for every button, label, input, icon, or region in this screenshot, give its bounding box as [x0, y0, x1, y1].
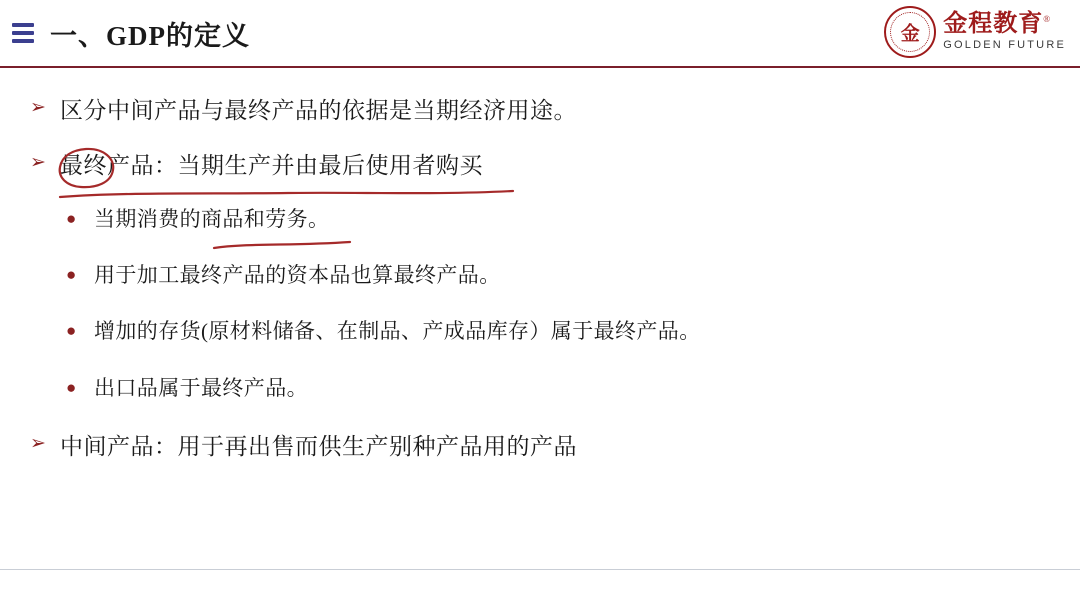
- bullet-text: 最终产品：当期生产并由最后使用者购买: [60, 153, 483, 179]
- list-item-label: 出口品属于最终产品。: [94, 375, 308, 400]
- bullet-item: [30, 430, 1040, 463]
- dot-bullet-icon: ●: [66, 377, 77, 397]
- list-item-label: 用于加工最终产品的资本品也算最终产品。: [94, 263, 501, 288]
- bullet-item: [30, 149, 1040, 182]
- bullet-item: [30, 94, 1040, 127]
- arrow-bullet-icon: ➢: [30, 433, 46, 455]
- list-item: [66, 317, 1040, 346]
- logo-cn-label: 金程教育: [943, 11, 1044, 38]
- page-title: 一、GDP的定义: [50, 20, 250, 51]
- dot-bullet-icon: ●: [66, 265, 77, 285]
- hamburger-bar: [12, 31, 34, 35]
- arrow-bullet-icon: ➢: [30, 152, 46, 174]
- seal-icon: [884, 6, 936, 58]
- arrow-bullet-icon: ➢: [30, 97, 46, 118]
- brand-logo: [884, 6, 1066, 58]
- logo-text-cn: [943, 12, 1066, 37]
- hamburger-bar: [12, 39, 34, 43]
- list-item: [66, 374, 1040, 403]
- list-item-label: 增加的存货(原材料储备、在制品、产成品库存）属于最终产品。: [94, 319, 701, 344]
- dot-bullet-icon: ●: [66, 208, 77, 228]
- bullet-text: 中间产品：用于再出售而供生产别种产品用的产品: [60, 434, 577, 460]
- footer-band: [0, 570, 1080, 608]
- list-item: [66, 261, 1040, 290]
- bullet-text: 区分中间产品与最终产品的依据是当期经济用途。: [60, 98, 577, 123]
- seal-glyph: 金: [900, 23, 920, 45]
- sub-bullet-list: [30, 205, 1040, 404]
- registered-mark: ®: [1043, 14, 1052, 25]
- hamburger-icon[interactable]: [12, 23, 34, 43]
- slide-header: [0, 0, 1080, 68]
- slide-body: [0, 68, 1080, 464]
- list-item: [66, 205, 1040, 234]
- list-item-label: 当期消费的商品和劳务。: [94, 206, 330, 231]
- hamburger-bar: [12, 23, 34, 27]
- logo-text: [943, 12, 1066, 52]
- dot-bullet-icon: ●: [66, 321, 77, 341]
- logo-text-en: GOLDEN FUTURE: [943, 39, 1066, 52]
